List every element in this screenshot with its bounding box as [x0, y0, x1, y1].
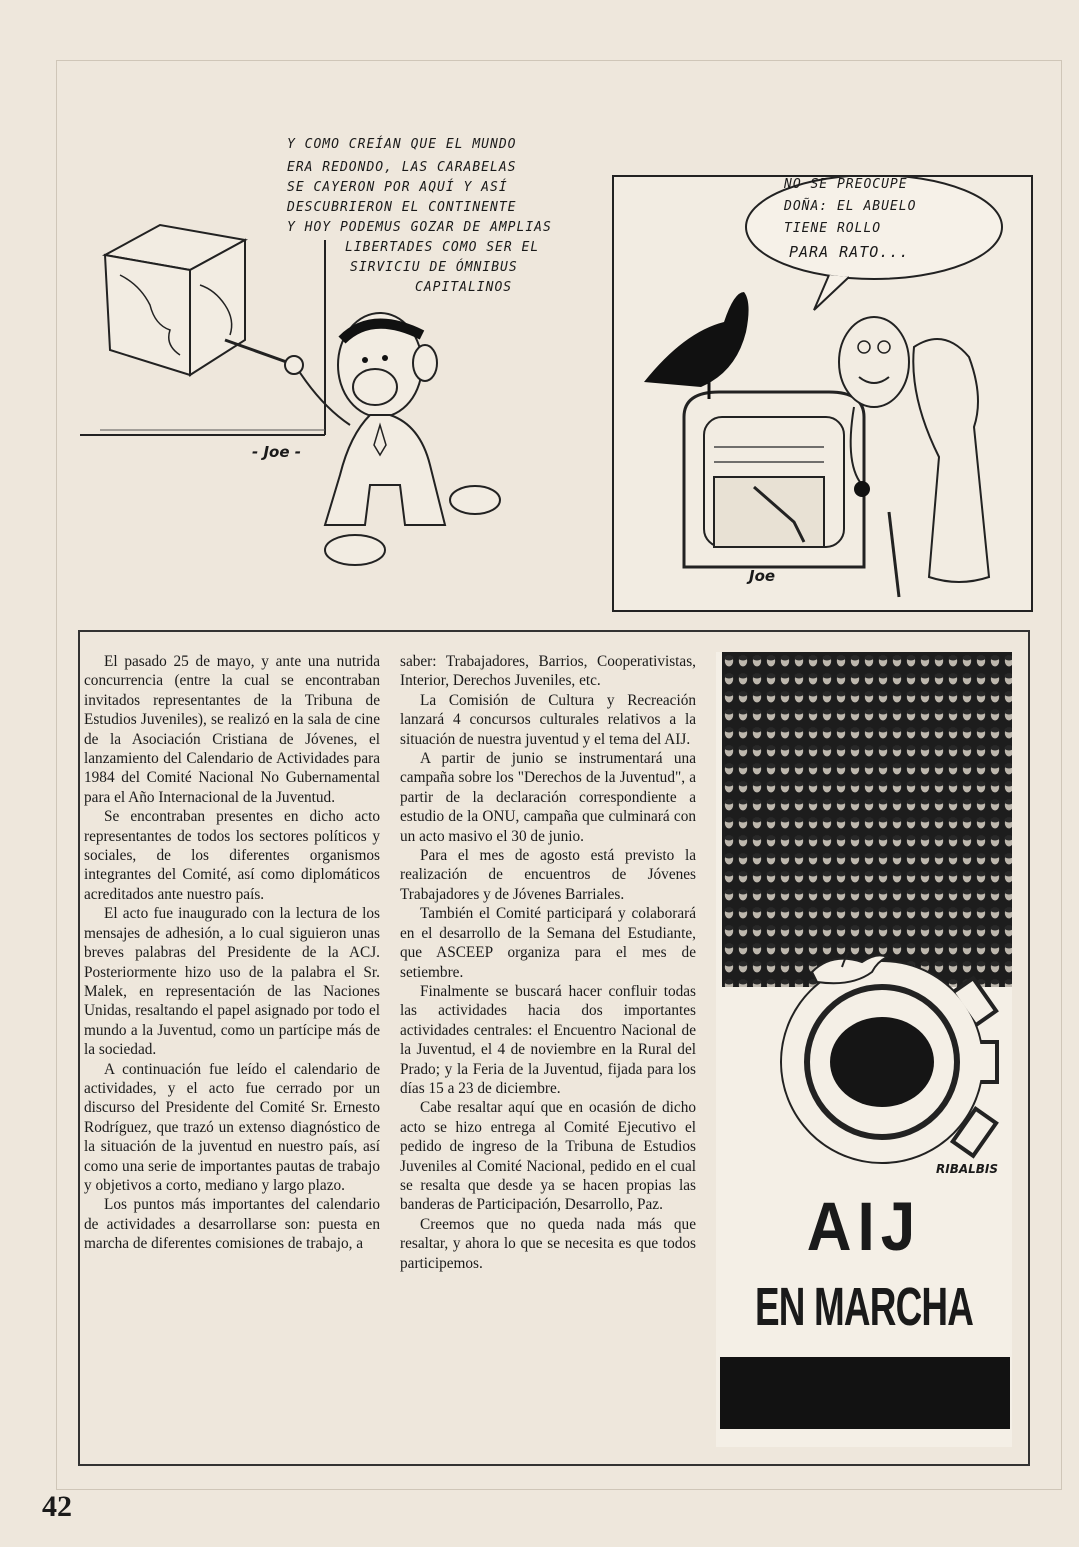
paragraph: Finalmente se buscará hacer confluir todas las actividades hacia dos importantes actividades centrales: el Encuentro Nacional de la Juventud, el 4 de noviembre en la Rural del Prado; y la Feria de la Juventud, fijada para los días 15 a 23 de diciembre. — [400, 982, 696, 1097]
paragraph: A partir de junio se instrumentará una campaña sobre los "Derechos de la Juventud", a partir de la declaración correspondiente a estudio de la ONU, campaña que culminará con un acto masivo el 30 de junio. — [400, 750, 696, 845]
cartoon-signature: - Joe - — [252, 443, 301, 461]
balloon-line: Y COMO CREÍAN QUE EL MUNDO — [287, 137, 517, 152]
paragraph: Para el mes de agosto está previsto la realización de encuentros de Jóvenes Trabajadores y de Jóvenes Barriales. — [400, 847, 696, 903]
aij-poster — [716, 652, 1012, 1447]
balloon-line: NO SE PREOCUPE — [784, 177, 908, 192]
paragraph: Cabe resaltar aquí que en ocasión de dicho acto se hizo entrega al Comité Ejecutivo el pedido de ingreso de la Tribuna de Estudios Juveniles al Comité Nacional, pedido en el cual se resalta que desde ya se hacen propias las banderas de Participación, Desarrollo, Paz. — [400, 1099, 696, 1214]
balloon-line: Y HOY PODEMUS GOZAR DE AMPLIAS — [287, 220, 552, 235]
balloon-line: DOÑA: EL ABUELO — [784, 199, 917, 214]
cartoon-teacher-globe — [80, 125, 600, 595]
balloon-line: SE CAYERON POR AQUÍ Y ASÍ — [287, 180, 508, 195]
article-column-1 — [84, 652, 380, 1254]
poster-title-aij: AIJ — [806, 1189, 922, 1266]
cartoon-radio-grandpa — [612, 175, 1033, 612]
artist-signature: RIBALBIS — [936, 1162, 999, 1176]
paragraph: El pasado 25 de mayo, y ante una nutrida concurrencia (entre la cual se encontraban invitados representantes de la Tribuna de Estudios Juveniles), se realizó en la sala de cine de la Asociación Cristiana de Jóvenes, el lanzamiento del Calendario de Actividades para 1984 del Comité Nacional No Gubernamental para el Año Internacional de la Juventud. — [84, 653, 380, 806]
page-number: 42 — [42, 1490, 72, 1523]
paragraph: Se encontraban presentes en dicho acto representantes de todos los sectores políticos y sociales, de los diferentes organismos integrantes del Comité, así como diplomáticos acreditados ante nuestro país. — [84, 808, 380, 903]
cartoon-drawing — [614, 177, 1031, 610]
poster-title-en-marcha: EN MARCHA — [754, 1275, 974, 1337]
paragraph: A continuación fue leído el calendario de actividades, y el acto fue cerrado por un discurso del Presidente del Comité Sr. Ernesto Rodríguez, que trazó un extenso diagnóstico de la situación de la juventud en nuestro país, así como una serie de importantes pautas de trabajo y objetivos a corto, mediano y largo plazo. — [84, 1060, 380, 1194]
paragraph: El acto fue inaugurado con la lectura de los mensajes de adhesión, a lo cual siguieron unas breves palabras del Presidente de la ACJ. Posteriormente hizo uso de la palabra el Sr. Malek, en representación de las Naciones Unidas, resaltando el papel asignado por todo el mundo a la Juventud, como un partícipe más de la sociedad. — [84, 905, 380, 1059]
balloon-line: SIRVICIU DE ÓMNIBUS — [350, 260, 518, 275]
poster-black-bar — [720, 1357, 1010, 1429]
paragraph: Creemos que no queda nada más que resaltar, y ahora lo que se necesita es que todos participemos. — [400, 1215, 696, 1272]
article-column-2 — [400, 652, 696, 1273]
cartoon-drawing — [80, 125, 600, 595]
balloon-line: DESCUBRIERON EL CONTINENTE — [287, 200, 517, 215]
balloon-line: ERA REDONDO, LAS CARABELAS — [287, 160, 517, 175]
paragraph: Los puntos más importantes del calendario de actividades a desarrollarse son: puesta en marcha de diferentes comisiones de trabajo, a — [84, 1196, 380, 1253]
crowd-photo — [722, 652, 1012, 987]
balloon-line: CAPITALINOS — [415, 280, 513, 295]
paragraph: saber: Trabajadores, Barrios, Cooperativistas, Interior, Derechos Juveniles, etc. — [400, 653, 696, 690]
balloon-line: LIBERTADES COMO SER EL — [345, 240, 540, 255]
balloon-line: PARA RATO... — [789, 243, 910, 261]
article-box — [78, 630, 1030, 1466]
balloon-line: TIENE ROLLO — [784, 221, 882, 236]
paragraph: También el Comité participará y colaborará en el desarrollo de la Semana del Estudiante, que ASCEEP organiza para el mes de setiembre. — [400, 905, 696, 981]
cartoon-signature: Joe — [749, 567, 776, 585]
paragraph: La Comisión de Cultura y Recreación lanzará 4 concursos culturales relativos a la situación de nuestra juventud y el tema del AIJ. — [400, 691, 696, 748]
gear-egg-illustration — [722, 952, 1012, 1192]
